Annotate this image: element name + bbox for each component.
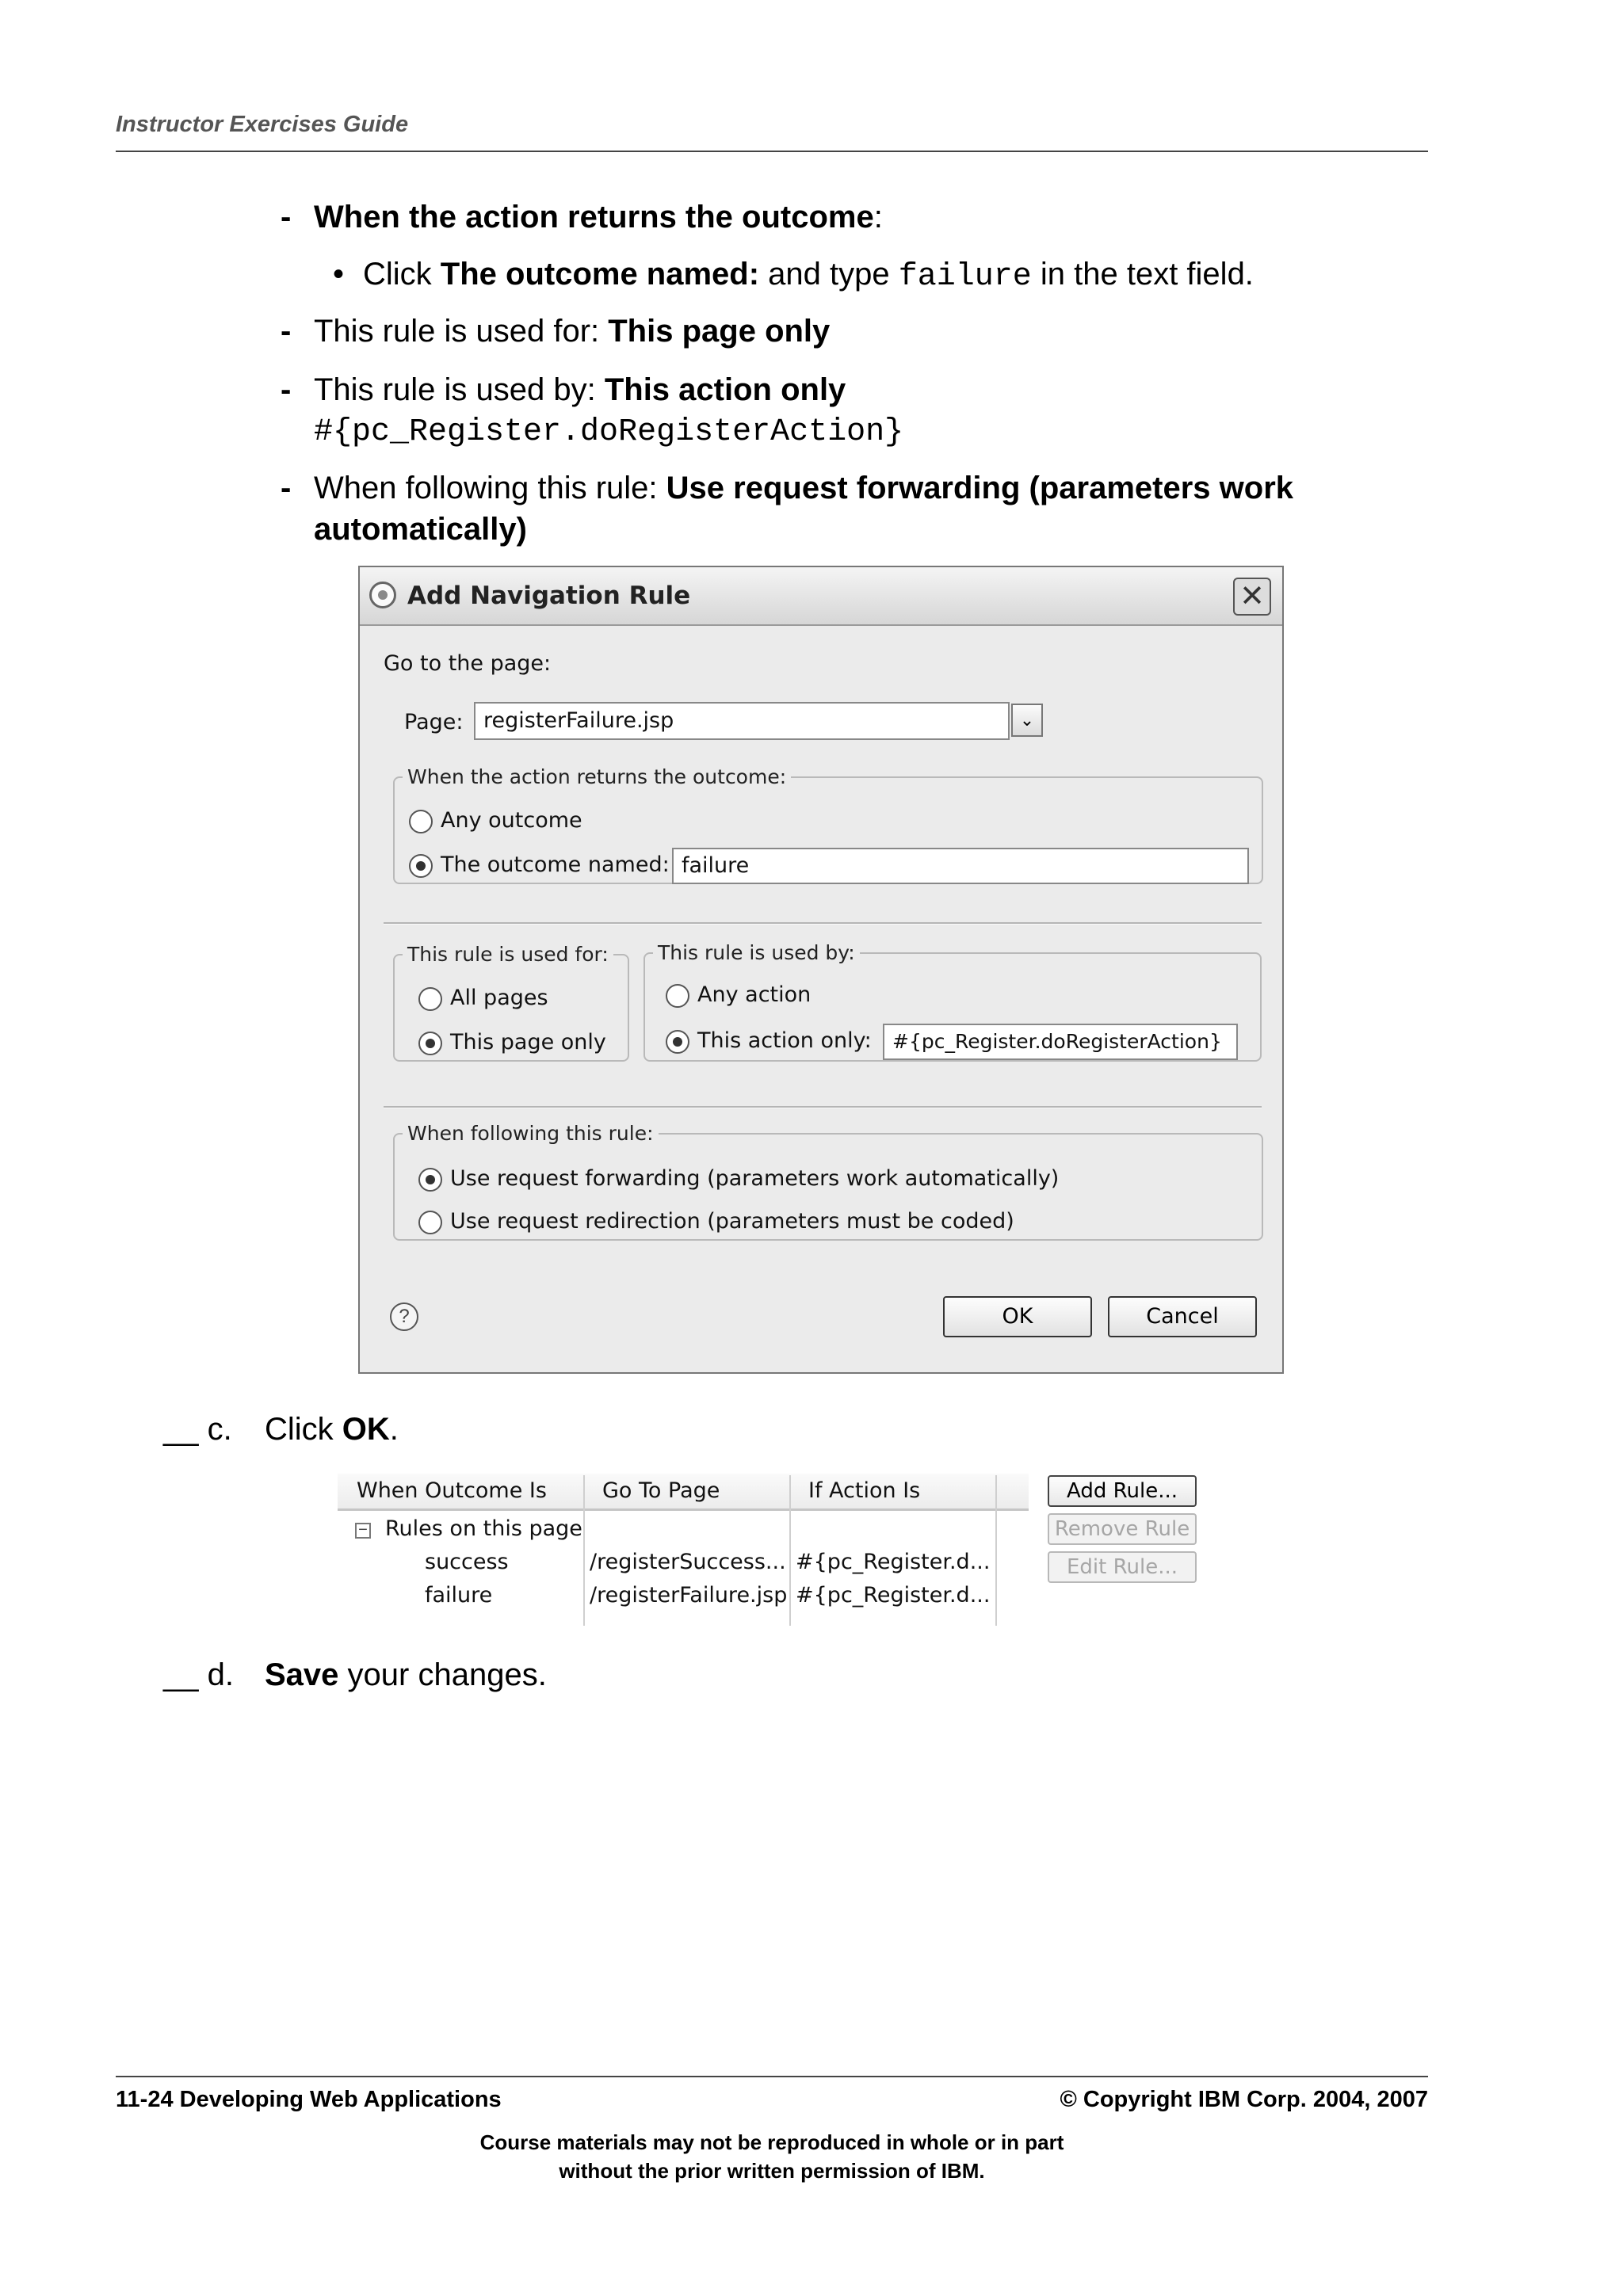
- this-action-only-radio[interactable]: [666, 1030, 689, 1054]
- step-c-text: [265, 1409, 399, 1450]
- click-code: failure: [898, 259, 1032, 295]
- running-header: Instructor Exercises Guide: [116, 112, 409, 137]
- outcome-label: When the action returns the outcome: [314, 200, 874, 235]
- footer-right: © Copyright IBM Corp. 2004, 2007: [1060, 2087, 1428, 2112]
- dialog-titlebar: [360, 567, 1282, 626]
- any-outcome-label: Any outcome: [441, 808, 582, 833]
- footer-left: 11-24 Developing Web Applications: [116, 2087, 502, 2112]
- forwarding-radio[interactable]: [418, 1168, 442, 1192]
- step-d-marker: __ d.: [163, 1657, 234, 1692]
- bullet-marker: •: [333, 257, 345, 292]
- used-for-legend: This rule is used for:: [407, 943, 609, 966]
- column-divider: [789, 1475, 791, 1626]
- column-header-page[interactable]: Go To Page: [602, 1478, 720, 1503]
- used-by-prefix: This rule is used by:: [314, 372, 605, 407]
- step-c-marker: __ c.: [163, 1412, 232, 1447]
- add-navigation-rule-dialog: [358, 566, 1284, 1374]
- click-outcome-instruction: [363, 254, 1254, 298]
- add-rule-button[interactable]: Add Rule...: [1048, 1475, 1197, 1507]
- page-combo[interactable]: [474, 702, 1010, 740]
- following-prefix: When following this rule:: [314, 471, 666, 505]
- outcome-named-radio[interactable]: [409, 854, 433, 878]
- click-mid: and type: [759, 257, 899, 292]
- help-icon[interactable]: ?: [390, 1302, 418, 1331]
- column-divider: [583, 1475, 585, 1626]
- any-action-label: Any action: [697, 982, 812, 1007]
- dash-marker: -: [281, 200, 292, 235]
- used-by-legend: This rule is used by:: [658, 941, 855, 964]
- forwarding-label: Use request forwarding (parameters work automatically): [450, 1166, 1060, 1191]
- header-rule: [116, 151, 1428, 152]
- footer-note: [116, 2128, 1428, 2185]
- row-failure-action[interactable]: #{pc_Register.d...: [796, 1583, 991, 1608]
- outcome-name-value: failure: [682, 853, 750, 878]
- used-for-bold: This page only: [608, 314, 831, 349]
- cancel-button[interactable]: Cancel: [1108, 1296, 1257, 1337]
- all-pages-radio[interactable]: [418, 987, 442, 1011]
- this-page-only-radio[interactable]: [418, 1032, 442, 1055]
- footer-note-line-2: without the prior written permission of IBM.: [559, 2159, 985, 2183]
- this-page-only-label: This page only: [450, 1030, 606, 1055]
- step-c-suffix: .: [389, 1412, 399, 1447]
- chevron-down-icon[interactable]: ⌄: [1011, 704, 1043, 737]
- dialog-app-icon: [369, 582, 396, 608]
- any-outcome-radio[interactable]: [409, 810, 433, 833]
- outcome-group-legend: When the action returns the outcome:: [407, 765, 787, 788]
- following-legend: When following this rule:: [407, 1122, 654, 1145]
- used-for-prefix: This rule is used for:: [314, 314, 609, 349]
- dash-marker: -: [281, 314, 292, 349]
- column-header-action[interactable]: If Action Is: [808, 1478, 921, 1503]
- outcome-named-label: The outcome named:: [441, 852, 670, 877]
- click-bold: The outcome named:: [440, 257, 760, 292]
- goto-page-label: Go to the page:: [384, 651, 552, 676]
- rules-group-label: Rules on this page: [385, 1516, 582, 1541]
- used-by-bold: This action only: [604, 372, 846, 407]
- used-by-code: #{pc_Register.doRegisterAction}: [314, 414, 904, 450]
- this-action-only-label: This action only:: [697, 1028, 872, 1053]
- edit-rule-button[interactable]: Edit Rule...: [1048, 1551, 1197, 1583]
- dash-marker: -: [281, 372, 292, 407]
- close-icon[interactable]: ✕: [1233, 578, 1271, 616]
- dash-marker: -: [281, 471, 292, 505]
- step-d-suffix: your changes.: [338, 1657, 547, 1692]
- row-success-outcome[interactable]: success: [425, 1550, 509, 1574]
- action-input[interactable]: [883, 1024, 1238, 1060]
- collapse-icon[interactable]: −: [355, 1523, 371, 1539]
- column-header-outcome[interactable]: When Outcome Is: [357, 1478, 547, 1503]
- row-failure-page[interactable]: /registerFailure.jsp: [590, 1583, 788, 1608]
- step-c-prefix: Click: [265, 1412, 342, 1447]
- remove-rule-button[interactable]: Remove Rule: [1048, 1513, 1197, 1545]
- used-for-instruction: [314, 311, 830, 352]
- outcome-colon: :: [873, 200, 883, 235]
- action-value: #{pc_Register.doRegisterAction}: [892, 1030, 1222, 1053]
- any-action-radio[interactable]: [666, 984, 689, 1008]
- dialog-title: Add Navigation Rule: [407, 582, 691, 610]
- click-prefix: Click: [363, 257, 441, 292]
- redirection-radio[interactable]: [418, 1211, 442, 1234]
- separator: [384, 1106, 1262, 1108]
- following-bold-1: Use request forwarding (parameters work: [666, 471, 1294, 505]
- row-failure-outcome[interactable]: failure: [425, 1583, 493, 1608]
- step-c-bold: OK: [342, 1412, 390, 1447]
- step-d-text: [265, 1654, 547, 1695]
- footer-note-line-1: Course materials may not be reproduced in whole or in part: [479, 2130, 1064, 2154]
- step-d-bold: Save: [265, 1657, 339, 1692]
- row-success-action[interactable]: #{pc_Register.d...: [796, 1550, 991, 1574]
- used-by-instruction: [314, 369, 846, 410]
- row-success-page[interactable]: /registerSuccess...: [590, 1550, 786, 1574]
- separator: [384, 922, 1262, 925]
- footer-rule: [116, 2076, 1428, 2077]
- column-divider: [995, 1475, 997, 1626]
- ok-button[interactable]: OK: [943, 1296, 1092, 1337]
- all-pages-label: All pages: [450, 986, 548, 1010]
- following-bold-2: automatically): [314, 512, 527, 547]
- outcome-name-input[interactable]: [672, 848, 1249, 884]
- page-label: Page:: [404, 710, 464, 734]
- following-instruction: [314, 467, 1293, 509]
- click-suffix: in the text field.: [1031, 257, 1254, 292]
- page-combo-value: registerFailure.jsp: [483, 708, 674, 733]
- outcome-instruction: [314, 196, 883, 238]
- redirection-label: Use request redirection (parameters must be coded): [450, 1209, 1014, 1234]
